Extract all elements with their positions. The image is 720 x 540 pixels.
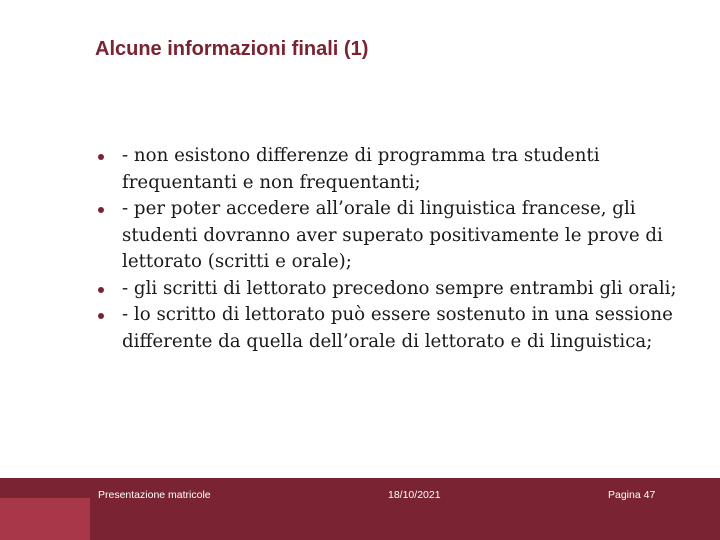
footer-bar	[0, 478, 720, 540]
bullet-text: - non esistono differenze di programma tra studenti frequentanti e non frequentanti;	[122, 145, 600, 193]
bullet-text: - gli scritti di lettorato precedono sempre entrambi gli orali;	[122, 277, 677, 299]
footer-date: 18/10/2021	[388, 489, 441, 501]
slide-title: Alcune informazioni finali (1)	[95, 38, 369, 60]
bullet-list	[98, 143, 688, 355]
bullet-text: - per poter accedere all’orale di linguistica francese, gli studenti dovranno aver superato positivamente le prove di lettorato (scritti e orale);	[122, 198, 663, 272]
bullet-text: - lo scritto di lettorato può essere sostenuto in una sessione differente da quella dell’orale di lettorato e di linguistica;	[122, 304, 673, 352]
bullet-dot-icon	[98, 287, 104, 293]
bullet-dot-icon	[98, 207, 104, 213]
bullet-item	[98, 196, 688, 276]
bullet-item	[98, 276, 688, 303]
bullet-item	[98, 302, 688, 355]
bullet-item	[98, 143, 688, 196]
footer-page-number: Pagina 47	[608, 489, 656, 501]
bullet-dot-icon	[98, 154, 104, 160]
footer-accent-tab	[0, 498, 90, 540]
bullet-dot-icon	[98, 313, 104, 319]
footer-presentation-label: Presentazione matricole	[98, 489, 211, 501]
